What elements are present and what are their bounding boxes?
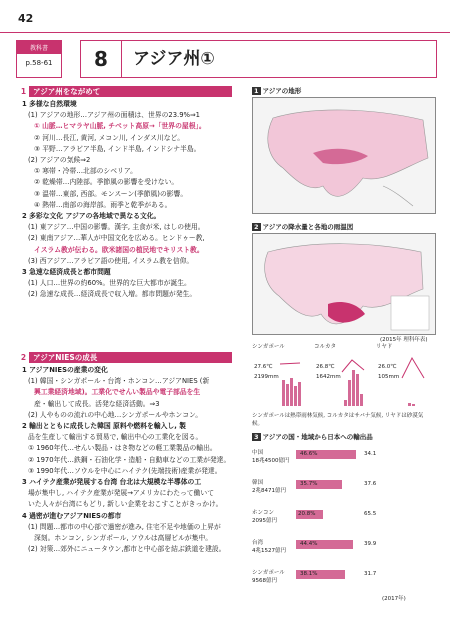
text-line: 場が集中し, ハイテク産業が発展→アメリカにわたって働いて [28,489,214,498]
export-country: ホンコン [252,510,275,516]
text-line: (2) 人やものの流れの中心地…シンガポールやホンコン。 [28,410,203,419]
figure-3-number: 3 [254,433,259,441]
exports-chart [252,444,434,614]
figure-3-title [252,432,373,441]
figure-1-number: 1 [254,87,259,95]
text-line: ④ 熱帯…南部の海岸部。雨季と乾季がある。 [34,200,172,209]
export-value: 44.4% [300,541,318,547]
figure-2-number: 2 [254,223,259,231]
text-line: 4 過密が進むアジアNIESの都市 [22,511,122,520]
text-line: ① 寒帯・冷帯…北部のシベリア。 [34,167,137,176]
export-value: 46.6% [300,451,318,457]
text-line: 産・輸出して成長。活発な経済活動。⇒3 [34,399,160,408]
text-line: 3 急速な経済成長と都市問題 [22,268,111,277]
section-2-body [22,365,247,555]
text-line: 1 アジアNIESの産業の変化 [22,366,108,374]
figure-1-title [252,86,301,95]
chapter-header [80,40,437,78]
header-rule [0,32,450,33]
chapter-title: アジア州① [133,49,215,69]
terrain-map-svg [253,98,435,213]
text-line: 興工業経済地域)。工業化でせんい製品や電子部品を生 [34,388,201,397]
text-line: 3 ハイテク産業が発展する台湾 台北は大規模な半導体の工 [22,478,202,487]
export-amount: 2兆8471億円 [252,488,286,494]
text-line: ② 1970年代…鉄鋼・石油化学・造船・自動車などの工業が発達。 [28,455,231,464]
export-value: 31.7 [364,571,377,577]
export-country: 中国 [252,450,264,456]
page-number: 42 [18,12,34,25]
figure-2-title [252,222,353,231]
export-value: 65.5 [364,511,377,517]
text-line: (1) 人口…世界の約60%。世界的な巨大都市が誕生。 [28,279,191,288]
export-amount: 18兆4500億円 [252,458,290,464]
export-country: シンガポール [252,570,285,576]
text-line: (2) 東南アジア…華人が中国文化を広める。ヒンドゥー教, [28,234,205,243]
text-line: ② 河川…長江, 黄河, メコン川, インダス川など。 [34,133,185,142]
section-2-heading [18,352,232,363]
textbook-pages: p.58-61 [25,59,53,67]
figure-3-title-text: アジアの国・地域から日本への輸出品 [262,433,373,441]
text-line: ③ 温帯…東部, 西部。モンスーン(季節風)の影響。 [34,189,188,198]
section-2-title: アジアNIESの成長 [33,353,98,362]
export-value: 34.1 [364,451,377,457]
climate-city-1: シンガポール [252,344,285,350]
section-1-heading [18,86,232,97]
text-line: 2 輸出とともに成長した韓国 原料や燃料を輸入し, 製 [22,422,186,431]
text-line: (1) 東アジア…中国の影響。漢字, 主食が米, はしの使用。 [28,223,205,232]
text-line: (1) 問題…都市の中心部で過密が進み, 住宅不足や地価の上昇が [28,522,221,531]
figure-1-title-text: アジアの地形 [262,87,302,95]
export-amount: 4兆1527億円 [252,548,286,554]
text-line: ① 1960年代…せんい製品・はき物などの軽工業製品の輸出。 [28,444,217,453]
chapter-number: 8 [81,41,122,77]
text-line: ② 乾燥帯…内陸部。季節風の影響を受けない。 [34,178,179,187]
export-value: 38.1% [300,571,318,577]
export-country: 韓国 [252,480,264,486]
section-1-title: アジア州をながめて [33,87,101,96]
text-line: (3) 西アジア…アラビア語の使用, イスラム教を信仰。 [28,256,194,265]
asia-terrain-map [252,97,436,214]
text-line: ③ 1990年代…ソウルを中心にハイテク(先端技術)産業が発達。 [28,466,222,475]
climate-temp-2: 26.8℃ [316,364,335,370]
text-line: いた人々が台湾にもどり, 新しい企業をおこすことがきっかけ。 [28,500,223,509]
climate-temp-3: 26.0℃ [378,364,397,370]
text-line: 品を生産して輸出する貿易で, 輸出中心の工業化を図る。 [28,433,203,442]
precipitation-map-svg [253,234,435,334]
text-line: ① 山脈…ヒマラヤ山脈, チベット高原→「世界の屋根」。 [34,122,206,131]
climate-rain-1: 2199mm [254,374,279,380]
text-line: (2) アジアの気候⇒2 [28,156,91,165]
text-line: 1 多様な自然環境 [22,100,77,108]
section-1-number: 1 [18,86,29,97]
figure-2-title-text: アジアの降水量と各地の雨温図 [262,223,354,231]
section-2-number: 2 [18,352,29,363]
text-line: (2) 急速な成長…経済成長で収入増。都市問題が発生。 [28,290,197,299]
textbook-label: 教科書 [17,41,61,54]
text-line: (2) 対策…郊外にニュータウン,都市と中心部を結ぶ鉄道を建設。 [28,545,226,554]
asia-precipitation-map [252,233,436,335]
text-line: 深刻。ホンコン, シンガポール, ソウルは高層ビルが集中。 [34,534,213,543]
climate-caption: シンガポールは熱帯雨林気候, コルカタはサバナ気候, リヤドは砂漠気候。 [252,413,424,427]
climate-city-2: コルカタ [314,344,337,350]
climate-rain-2: 1642mm [316,374,341,380]
figure-2-note: (2015年 理科年表) [380,337,428,343]
text-line: (1) 韓国・シンガポール・台湾・ホンコン…アジアNIES (新 [28,377,210,386]
text-line: イスラム教が伝わる。欧米諸国の植民地でキリスト教。 [34,245,204,254]
text-line: (1) アジアの地形…アジア州の面積は、世界の23.9%⇒1 [28,111,200,120]
export-amount: 9568億円 [252,578,277,584]
text-line: ③ 平野…アラビア半島, インド半島, インドシナ半島。 [34,144,201,153]
figure-3-source: (2017年) [382,596,406,602]
climate-rain-3: 105mm [378,374,400,380]
export-amount: 2095億円 [252,518,277,524]
climate-charts [252,342,434,410]
climate-temp-1: 27.6℃ [254,364,273,370]
text-line: 2 多彩な文化 アジアの各地域で異なる文化。 [22,212,161,221]
climate-bars-svg [252,350,434,408]
climate-city-3: リヤド [376,344,393,350]
section-1-body [22,99,247,301]
export-value: 39.9 [364,541,377,547]
textbook-reference [16,40,62,78]
export-value: 37.6 [364,481,377,487]
export-value: 35.7% [300,481,318,487]
export-country: 台湾 [252,540,264,546]
export-value: 20.8% [298,511,316,517]
